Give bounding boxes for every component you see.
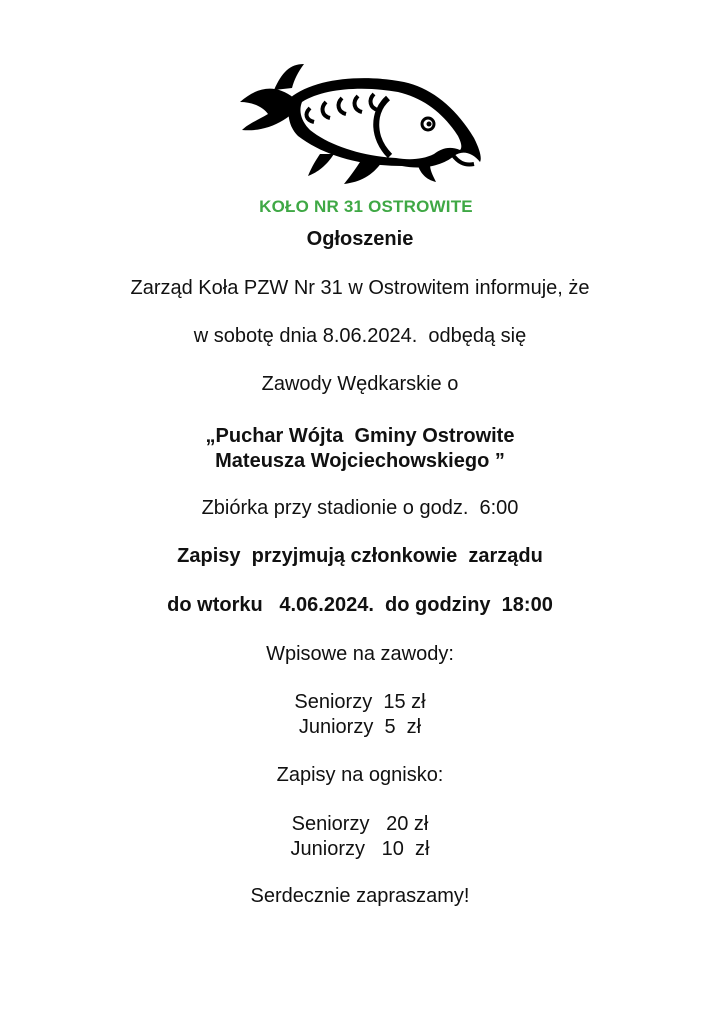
bonfire-seniors: Seniorzy 20 zł [291,813,429,835]
club-name: KOŁO NR 31 OSTROWITE [259,197,473,216]
entry-fee-heading: Wpisowe na zawody: [266,643,454,665]
intro-line-2: w sobotę dnia 8.06.2024. odbędą się [193,325,527,347]
bonfire-juniors: Juniorzy 10 zł [290,838,430,860]
signup-line-1: Zapisy przyjmują członkowie zarządu [177,545,543,567]
cup-line-1: „Puchar Wójta Gminy Ostrowite [205,425,515,447]
announcement-title: Ogłoszenie [306,228,414,250]
signup-line-2: do wtorku 4.06.2024. do godziny 18:00 [167,594,553,616]
cup-line-2: Mateusza Wojciechowskiego ” [215,450,505,472]
entry-fee-juniors: Juniorzy 5 zł [298,716,422,738]
intro-line-1: Zarząd Koła PZW Nr 31 w Ostrowitem informuje, że [130,277,590,299]
gathering-info: Zbiórka przy stadionie o godz. 6:00 [201,497,519,519]
entry-fee-seniors: Seniorzy 15 zł [294,691,426,713]
club-logo [232,58,488,190]
closing-line: Serdecznie zapraszamy! [250,885,470,907]
event-line: Zawody Wędkarskie o [261,373,459,395]
bonfire-heading: Zapisy na ognisko: [276,764,444,786]
carp-fish-icon [232,58,488,190]
